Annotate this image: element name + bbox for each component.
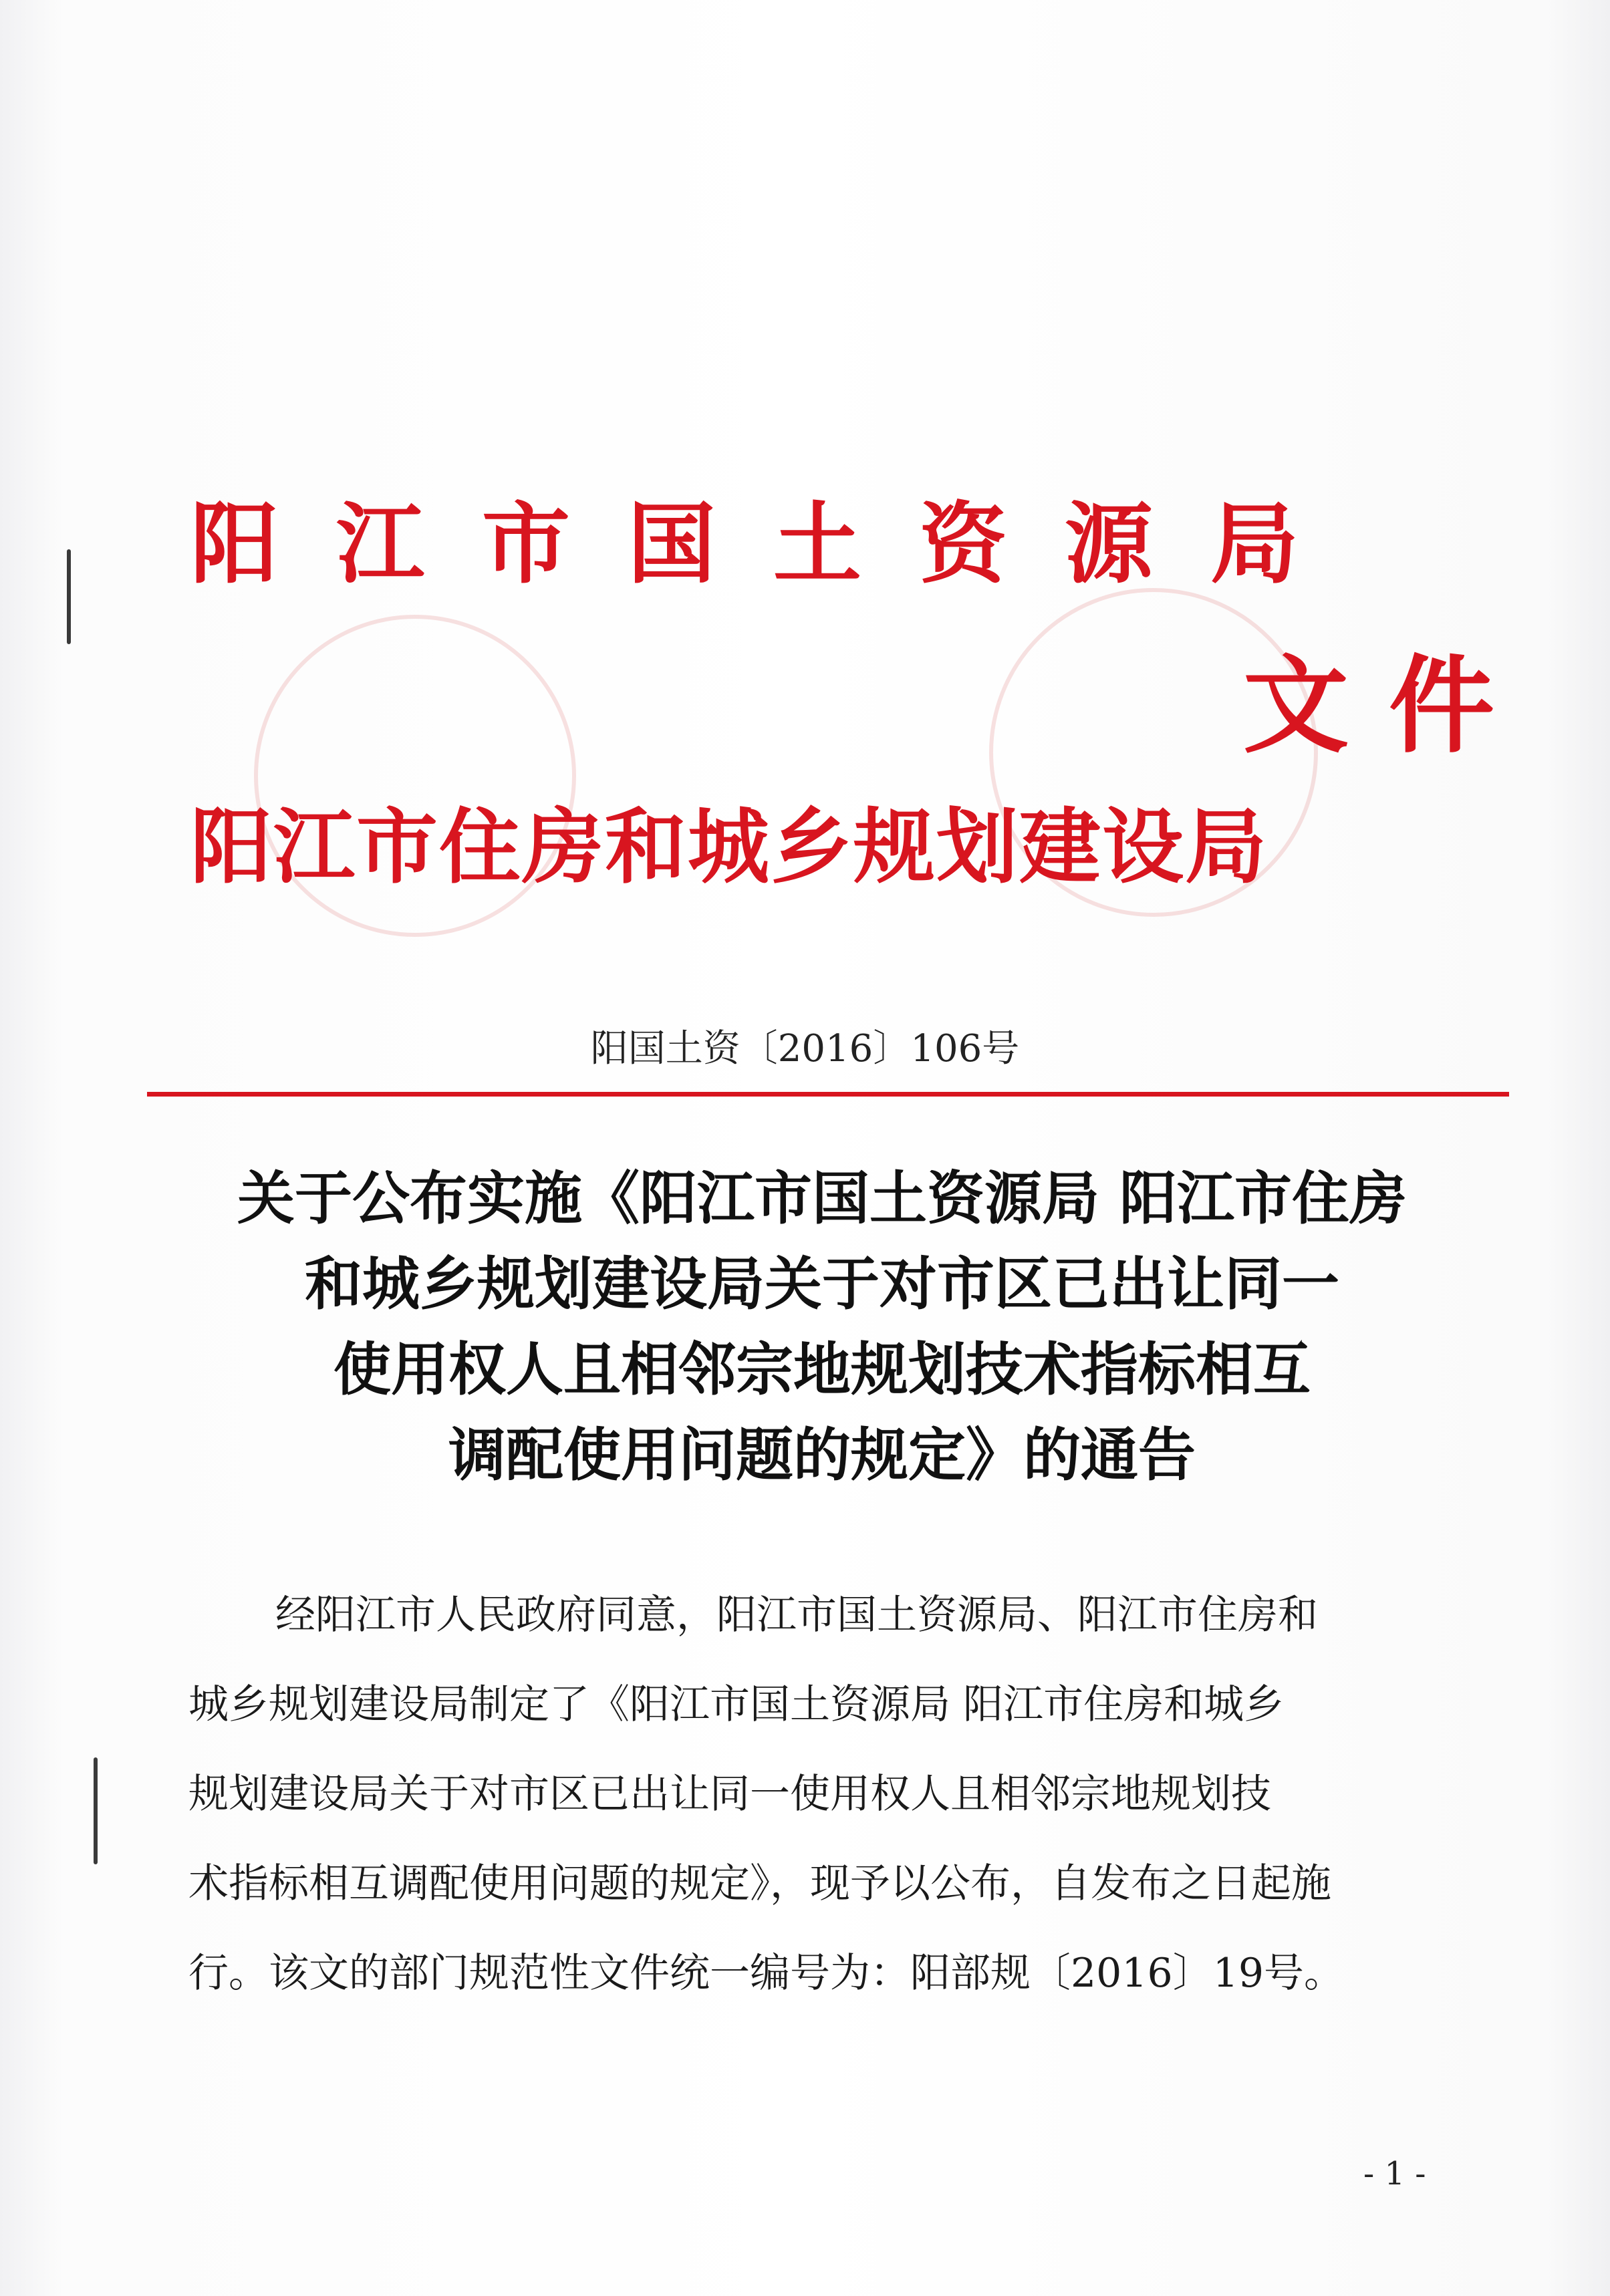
title-line: 调配使用问题的规定》的通告 bbox=[448, 1421, 1196, 1489]
body-line: 城乡规划建设局制定了《阳江市国土资源局 阳江市住房和城乡 bbox=[188, 1681, 1285, 1728]
red-divider-line bbox=[147, 1092, 1509, 1097]
title-line: 使用权人且相邻宗地规划技术指标相互 bbox=[333, 1336, 1311, 1403]
notice-body bbox=[188, 1570, 1472, 2018]
title-line: 关于公布实施《阳江市国土资源局 阳江市住房 bbox=[237, 1165, 1407, 1232]
staple-top bbox=[67, 549, 71, 644]
body-line: 术指标相互调配使用问题的规定》，现予以公布，自发布之日起施 bbox=[188, 1860, 1331, 1907]
body-line: 行。该文的部门规范性文件统一编号为：阳部规〔2016〕19号。 bbox=[188, 1950, 1345, 1997]
title-line: 和城乡规划建设局关于对市区已出让同一 bbox=[305, 1250, 1339, 1318]
document-number: 阳国土资〔2016〕106号 bbox=[590, 1027, 1020, 1070]
body-line: 经阳江市人民政府同意，阳江市国土资源局、阳江市住房和 bbox=[275, 1592, 1318, 1638]
notice-title bbox=[134, 1156, 1510, 1498]
page-number: - 1 - bbox=[1363, 2155, 1426, 2192]
staple-bottom bbox=[94, 1757, 98, 1864]
issuing-agency-land-resources: 阳江市国土资源局 bbox=[190, 493, 1356, 596]
document-label: 文件 bbox=[1243, 645, 1534, 768]
issuing-agency-housing-planning: 阳江市住房和城乡规划建设局 bbox=[190, 800, 1268, 895]
body-line: 规划建设局关于对市区已出让同一使用权人且相邻宗地规划技 bbox=[188, 1771, 1271, 1818]
